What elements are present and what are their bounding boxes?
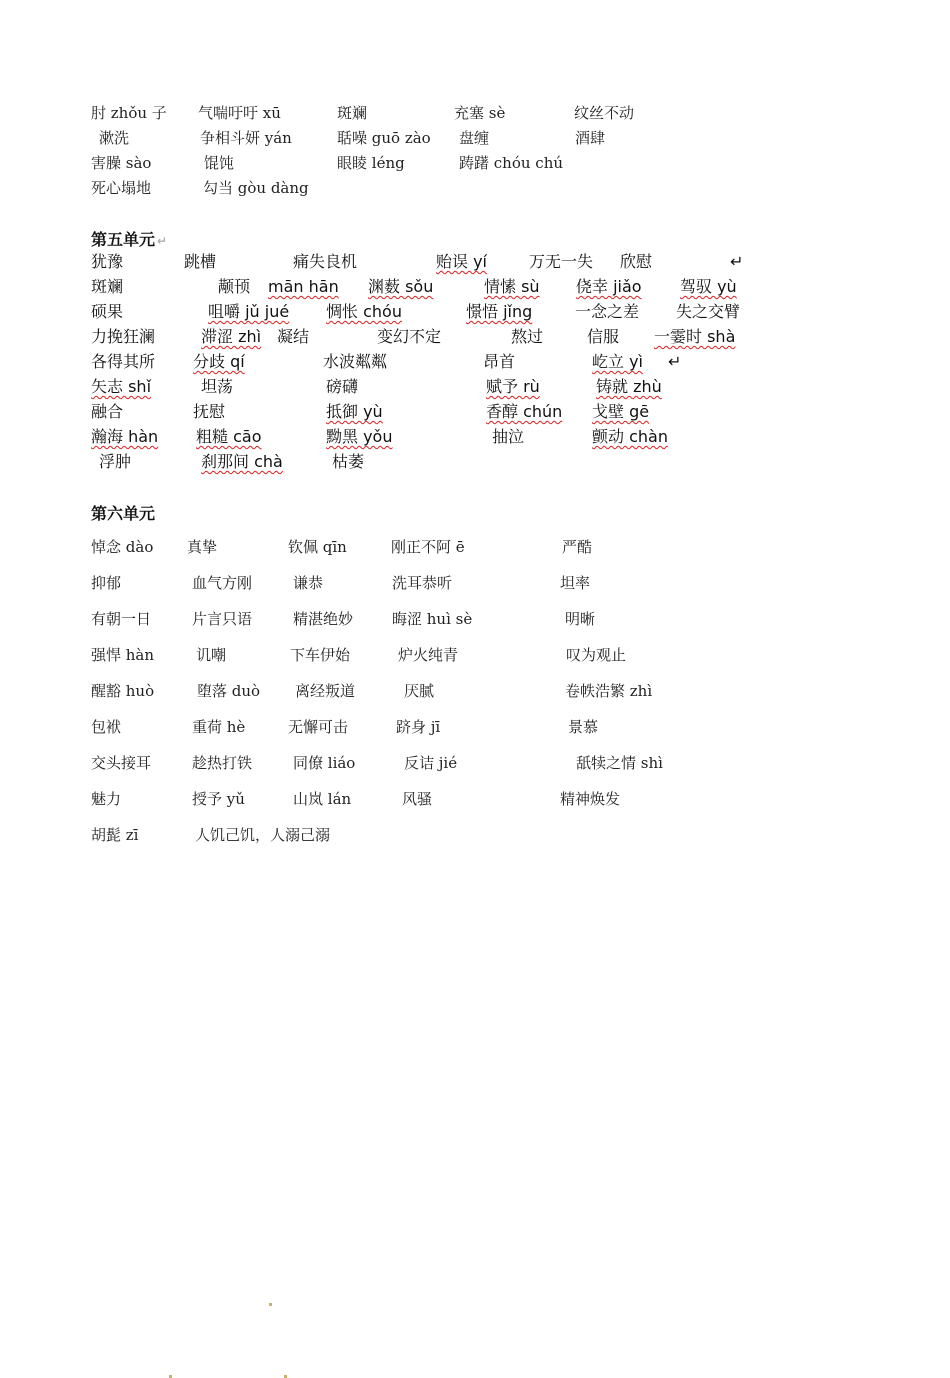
word-item: 害臊 sào xyxy=(91,154,152,172)
word-item: 憬悟 jǐng xyxy=(466,302,533,321)
word-item: 颤动 chàn xyxy=(592,427,668,446)
paragraph-mark: ↵ xyxy=(668,352,682,371)
word-item: 山岚 lán xyxy=(293,790,352,808)
word-item: 充塞 sè xyxy=(454,104,506,122)
word-item: 踌躇 chóu chú xyxy=(459,154,564,172)
word-item: 血气方刚 xyxy=(192,574,253,592)
word-item: 严酷 xyxy=(562,538,593,556)
word-item: 痛失良机 xyxy=(293,252,358,271)
word-item: 一念之差 xyxy=(575,302,640,321)
word-item: 硕果 xyxy=(91,302,124,321)
word-item: 趁热打铁 xyxy=(192,754,253,772)
word-item: 昂首 xyxy=(483,352,516,371)
word-item: 真挚 xyxy=(187,538,218,556)
word-item: 刹那间 chà xyxy=(201,452,283,471)
word-item: 抚慰 xyxy=(193,402,226,421)
word-item: 贻误 yí xyxy=(436,252,488,271)
word-item: 片言只语 xyxy=(192,610,253,628)
word-row xyxy=(0,376,950,398)
word-item: 授予 yǔ xyxy=(192,790,245,808)
word-item: 离经叛道 xyxy=(295,682,356,700)
word-item: 纹丝不动 xyxy=(574,104,635,122)
word-item: 聒噪 guō zào xyxy=(337,129,431,147)
word-item: 力挽狂澜 xyxy=(91,327,156,346)
word-item: 情愫 sù xyxy=(484,277,540,296)
word-item: 屹立 yì xyxy=(592,352,644,371)
word-item: 馄饨 xyxy=(204,154,235,172)
word-item: 反诘 jié xyxy=(404,754,458,772)
word-item: 景慕 xyxy=(568,718,599,736)
word-item: 舐犊之情 shì xyxy=(576,754,663,772)
word-item: 堕落 duò xyxy=(197,682,261,700)
word-item: 黝黑 yǒu xyxy=(326,427,393,446)
word-item: 人饥己饥，人溺己溺 xyxy=(195,826,331,844)
word-item: 抽泣 xyxy=(492,427,525,446)
word-item: 矢志 shǐ xyxy=(91,377,152,396)
word-row xyxy=(0,752,950,774)
word-item: 凝结 xyxy=(277,327,310,346)
word-item: 犹豫 xyxy=(91,252,124,271)
word-item: 欣慰 xyxy=(620,252,653,271)
word-item: 铸就 zhù xyxy=(596,377,662,396)
word-item: mān hān xyxy=(268,277,339,296)
word-item: 晦涩 huì sè xyxy=(392,610,473,628)
word-item: 有朝一日 xyxy=(91,610,152,628)
word-row xyxy=(0,301,950,323)
word-item: 浮肿 xyxy=(99,452,132,471)
word-item: 魅力 xyxy=(91,790,122,808)
word-item: 明晰 xyxy=(565,610,596,628)
word-item: 坦率 xyxy=(560,574,591,592)
word-item: 精湛绝妙 xyxy=(293,610,354,628)
word-item: 香醇 chún xyxy=(486,402,563,421)
word-item: 抑郁 xyxy=(91,574,122,592)
dot-mark xyxy=(269,1303,272,1306)
word-item: 谦恭 xyxy=(293,574,324,592)
word-item: 眼睖 léng xyxy=(337,154,405,172)
word-item: 戈壁 gē xyxy=(592,402,650,421)
word-item: 醒豁 huò xyxy=(91,682,155,700)
word-row xyxy=(0,426,950,448)
word-row xyxy=(0,451,950,473)
word-item: 下车伊始 xyxy=(290,646,351,664)
word-item: 咀嚼 jǔ jué xyxy=(208,302,290,321)
word-item: 同僚 liáo xyxy=(293,754,356,772)
word-item: 钦佩 qīn xyxy=(288,538,347,556)
word-row xyxy=(0,788,950,810)
word-item: 跻身 jī xyxy=(396,718,441,736)
word-item: 渊薮 sǒu xyxy=(368,277,434,296)
word-item: 抵御 yù xyxy=(326,402,383,421)
word-item: 无懈可击 xyxy=(288,718,349,736)
word-item: 分歧 qí xyxy=(193,352,245,371)
word-row xyxy=(0,716,950,738)
word-row xyxy=(0,177,950,199)
word-row xyxy=(0,608,950,630)
word-item: 勾当 gòu dàng xyxy=(203,179,309,197)
word-item: 漱洗 xyxy=(99,129,130,147)
word-item: 包袱 xyxy=(91,718,122,736)
word-item: 磅礴 xyxy=(326,377,359,396)
word-item: 卷帙浩繁 zhì xyxy=(565,682,653,700)
word-row xyxy=(0,572,950,594)
word-item: 胡髭 zī xyxy=(91,826,139,844)
unit5-title: 第五单元 ↵ xyxy=(91,230,168,249)
paragraph-mark: ↵ xyxy=(730,252,744,271)
word-row xyxy=(0,326,950,348)
word-item: 争相斗妍 yán xyxy=(200,129,292,147)
word-row xyxy=(0,824,950,846)
word-item: 水波粼粼 xyxy=(323,352,388,371)
word-item: 斑斓 xyxy=(91,277,124,296)
word-item: 粗糙 cāo xyxy=(196,427,262,446)
word-item: 失之交臂 xyxy=(676,302,741,321)
word-item: 重荷 hè xyxy=(192,718,246,736)
word-row xyxy=(0,536,950,558)
word-item: 滞涩 zhì xyxy=(201,327,262,346)
word-item: 洗耳恭听 xyxy=(392,574,453,592)
word-row xyxy=(0,401,950,423)
word-row xyxy=(0,251,950,273)
word-item: 万无一失 xyxy=(529,252,594,271)
word-item: 叹为观止 xyxy=(566,646,627,664)
word-row xyxy=(0,351,950,373)
word-item: 驾驭 yù xyxy=(680,277,737,296)
word-item: 坦荡 xyxy=(201,377,234,396)
word-item: 各得其所 xyxy=(91,352,156,371)
word-item: 炉火纯青 xyxy=(398,646,459,664)
word-item: 信服 xyxy=(587,327,620,346)
word-item: 变幻不定 xyxy=(377,327,442,346)
word-item: 一霎时 shà xyxy=(654,327,736,346)
word-item: 酒肆 xyxy=(575,129,606,147)
word-item: 融合 xyxy=(91,402,124,421)
word-item: 交头接耳 xyxy=(91,754,152,772)
word-item: 颟顸 xyxy=(218,277,251,296)
word-item: 气喘吁吁 xū xyxy=(198,104,281,122)
unit6-title: 第六单元 xyxy=(91,504,156,523)
word-item: 强悍 hàn xyxy=(91,646,155,664)
word-item: 跳槽 xyxy=(184,252,217,271)
word-item: 瀚海 hàn xyxy=(91,427,159,446)
word-item: 悼念 dào xyxy=(91,538,154,556)
word-row xyxy=(0,644,950,666)
word-row xyxy=(0,102,950,124)
word-item: 厌腻 xyxy=(404,682,435,700)
word-item: 讥嘲 xyxy=(196,646,227,664)
word-item: 死心塌地 xyxy=(91,179,152,197)
word-item: 风骚 xyxy=(402,790,433,808)
word-row xyxy=(0,680,950,702)
word-row xyxy=(0,276,950,298)
word-row xyxy=(0,127,950,149)
word-item: 肘 zhǒu 子 xyxy=(91,104,167,122)
word-item: 枯萎 xyxy=(332,452,365,471)
word-item: 熬过 xyxy=(511,327,544,346)
word-item: 盘缠 xyxy=(459,129,490,147)
word-item: 斑斓 xyxy=(337,104,368,122)
word-item: 惆怅 chóu xyxy=(326,302,402,321)
word-item: 侥幸 jiǎo xyxy=(576,277,642,296)
word-item: 刚正不阿 ē xyxy=(391,538,465,556)
word-item: 赋予 rù xyxy=(486,377,540,396)
word-item: 精神焕发 xyxy=(560,790,621,808)
word-row xyxy=(0,152,950,174)
